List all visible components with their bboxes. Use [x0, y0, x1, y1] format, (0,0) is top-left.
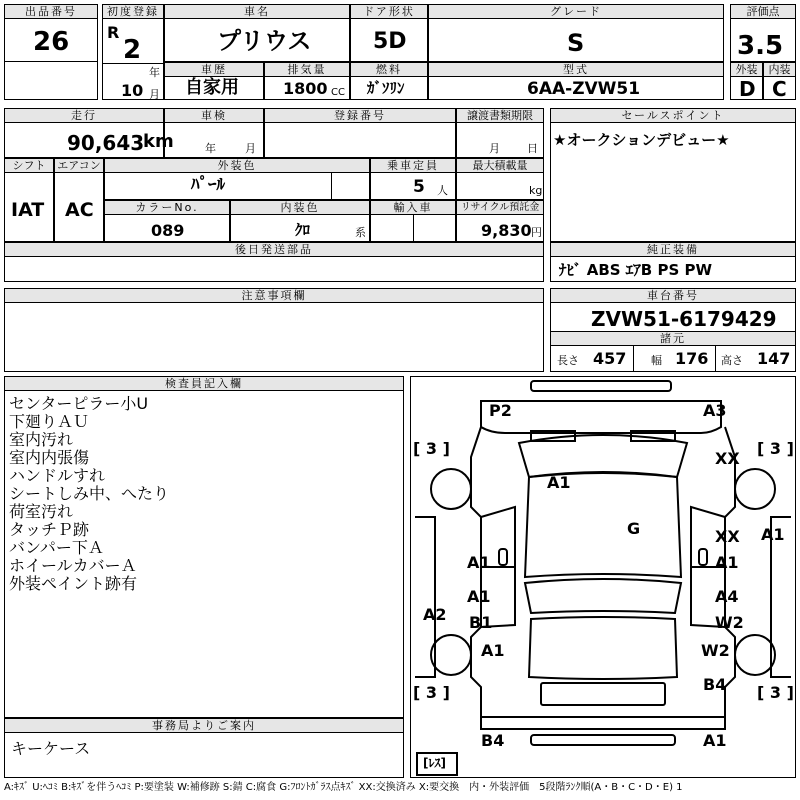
damage-a4: A4 [715, 587, 739, 606]
car-name-box [164, 4, 350, 62]
color-no-header: カラーNo. [105, 201, 229, 215]
int-grade-header: 内装 [764, 63, 795, 77]
grade: S [567, 29, 585, 57]
ext-grade-box [730, 62, 763, 100]
year-unit: 年 [149, 66, 160, 79]
inspector-box [4, 376, 404, 718]
damage-b4a: B4 [703, 675, 727, 694]
deadline-month: 月 [489, 142, 500, 155]
door-type-box [350, 4, 428, 62]
fuel: ｶﾞｿﾘﾝ [367, 79, 405, 97]
history: 自家用 [185, 77, 239, 98]
note-item: ハンドルすれ [9, 466, 106, 485]
car-diagram [410, 376, 796, 778]
score: 3.5 [737, 31, 784, 61]
mileage-box [4, 108, 174, 158]
interior-grade: C [772, 77, 787, 101]
note-item: センターピラー小U [9, 394, 149, 413]
note-item: ホイールカバーＡ [9, 556, 137, 575]
color-no-box [104, 200, 230, 242]
first-reg-year: 2 [123, 35, 142, 65]
note-item: 外装ペイント跡有 [9, 574, 138, 593]
office-box [4, 718, 404, 778]
sales-point-box [550, 108, 796, 242]
later-parts-header: 後日発送部品 [5, 243, 543, 257]
damage-a1-rear: A1 [703, 731, 727, 750]
max-load-box [456, 158, 544, 200]
note-item: タッチＰ跡 [9, 520, 90, 539]
insp-month: 月 [245, 142, 256, 155]
int-grade-box [763, 62, 796, 100]
mileage-unit: km [143, 131, 174, 152]
note-item: 室内内張傷 [9, 448, 90, 467]
specs-header: 諸元 [551, 331, 795, 346]
color-no: 089 [151, 221, 185, 240]
note-item: シートしみ中、へたり [9, 484, 170, 503]
month-unit: 月 [149, 88, 160, 101]
inspection-box [164, 108, 264, 158]
first-reg-box [102, 4, 164, 100]
height: 147 [757, 349, 791, 368]
int-color-box [230, 200, 370, 242]
ext-grade-header: 外装 [731, 63, 762, 77]
capacity: 5 [413, 177, 425, 197]
grade-box [428, 4, 724, 62]
model-header: 型式 [429, 63, 723, 77]
recycle: 9,830 [481, 221, 532, 240]
shift: IAT [11, 199, 45, 221]
grade-header: グレード [429, 5, 723, 19]
kei-unit: 系 [355, 226, 366, 239]
equipment: ﾅﾋﾞ ABS ｴｱB PS PW [559, 261, 713, 279]
deadline-header: 譲渡書類期限 [457, 109, 543, 123]
int-color: ｸﾛ [295, 221, 311, 239]
equipment-header: 純正装備 [551, 243, 795, 257]
fuel-box [350, 62, 428, 100]
sales-point: ★オークションデビュー★ [553, 131, 730, 149]
lot-no-box [4, 4, 98, 100]
note-item: バンパー下Ａ [9, 538, 104, 557]
damage-a1-ldoor: A1 [467, 553, 491, 572]
damage-xx2: XX [715, 527, 740, 546]
exterior-grade: D [739, 77, 756, 101]
damage-w2a: W2 [715, 613, 744, 632]
damage-a2: A2 [423, 605, 447, 624]
ext-color: ﾊﾟｰﾙ [191, 175, 225, 195]
damage-a1-right: A1 [761, 525, 785, 544]
tire-mark-fl: [ 3 ] [413, 439, 450, 458]
office-note: キーケース [11, 739, 91, 758]
deadline-box [456, 108, 544, 158]
width-label: 幅 [651, 354, 662, 367]
person-unit: 人 [437, 184, 448, 197]
caution-box [4, 288, 544, 372]
width: 176 [675, 349, 709, 368]
lot-no: 26 [33, 27, 70, 57]
office-header: 事務局よりご案内 [5, 719, 403, 733]
aircon-box [54, 158, 104, 242]
damage-b1: B1 [469, 613, 493, 632]
import-box [370, 200, 456, 242]
kg-unit: kg [529, 184, 543, 197]
damage-a3: A3 [703, 401, 727, 420]
damage-p2: P2 [489, 401, 512, 420]
damage-g: G [627, 519, 641, 538]
max-load-header: 最大積載量 [457, 159, 543, 173]
model: 6AA-ZVW51 [527, 79, 641, 99]
era-mark: R [107, 23, 120, 42]
damage-a1-rdoor: A1 [715, 553, 739, 572]
ext-color-box [104, 158, 370, 200]
displacement-box [264, 62, 350, 100]
spare-tire-mark: [ﾚｽ] [423, 756, 446, 770]
reg-no-box [264, 108, 456, 158]
cc-unit: CC [331, 87, 345, 98]
tire-mark-fr: [ 3 ] [757, 439, 794, 458]
inspection-header: 車検 [165, 109, 263, 123]
sales-point-header: セールスポイント [551, 109, 795, 123]
insp-year: 年 [205, 142, 216, 155]
damage-a1-lrear: A1 [467, 587, 491, 606]
fuel-header: 燃料 [351, 63, 427, 77]
door-type-header: ドア形状 [351, 5, 427, 19]
displacement: 1800 [283, 79, 328, 98]
first-reg-header: 初度登録 [103, 5, 163, 19]
lot-no-header: 出品番号 [5, 5, 97, 19]
model-box [428, 62, 724, 100]
car-outline [411, 377, 795, 777]
height-label: 高さ [721, 354, 743, 367]
capacity-header: 乗車定員 [371, 159, 455, 173]
damage-b4b: B4 [481, 731, 505, 750]
capacity-box [370, 158, 456, 200]
first-reg-month: 10 [121, 81, 144, 100]
inspector-notes [9, 395, 169, 593]
score-box [730, 4, 796, 62]
chassis-header: 車台番号 [551, 289, 795, 303]
shift-header: シフト [5, 159, 53, 173]
int-color-header: 内装色 [231, 201, 369, 215]
shift-box [4, 158, 54, 242]
caution-header: 注意事項欄 [5, 289, 543, 303]
history-box [164, 62, 264, 100]
import-header: 輸入車 [371, 201, 455, 215]
ext-color-header: 外装色 [105, 159, 369, 173]
chassis-box [550, 288, 796, 372]
damage-w2b: W2 [701, 641, 730, 660]
damage-a1-roof: A1 [547, 473, 571, 492]
inspector-header: 検査員記入欄 [5, 377, 403, 391]
displacement-header: 排気量 [265, 63, 349, 77]
recycle-header: リサイクル預託金 [457, 201, 543, 215]
note-item: 荷室汚れ [9, 502, 74, 521]
note-item: 下廻りＡＵ [9, 412, 90, 431]
length-label: 長さ [557, 354, 579, 367]
equipment-box [550, 242, 796, 282]
aircon-header: エアコン [55, 159, 103, 173]
note-item: 室内汚れ [9, 430, 74, 449]
score-header: 評価点 [731, 5, 795, 19]
yen-unit: 円 [531, 226, 542, 239]
length: 457 [593, 349, 627, 368]
mileage: 90,643 [67, 131, 145, 155]
mileage-header: 走行 [5, 109, 163, 123]
reg-no-header: 登録番号 [265, 109, 455, 123]
tire-mark-rl: [ 3 ] [413, 683, 450, 702]
chassis-no: ZVW51-6179429 [591, 307, 777, 331]
door-type: 5D [373, 29, 407, 54]
tire-mark-rr: [ 3 ] [757, 683, 794, 702]
car-name: プリウス [217, 27, 312, 55]
damage-a1-lsill: A1 [481, 641, 505, 660]
deadline-day: 日 [527, 142, 538, 155]
car-name-header: 車名 [165, 5, 349, 19]
legend: A:ｷｽﾞ U:ﾍｺﾐ B:ｷｽﾞを伴うﾍｺﾐ P:要塗装 W:補修跡 S:錆 C:腐食 G:ﾌﾛﾝﾄｶﾞﾗｽ点ｷｽﾞ XX:交換済み X:要交換 内・外装評価 5段階ﾗﾝｸ順(A・B・C・D・E) 1 [4, 782, 683, 793]
later-parts-box [4, 242, 544, 282]
damage-xx1: XX [715, 449, 740, 468]
recycle-box [456, 200, 544, 242]
aircon: AC [65, 199, 94, 221]
history-header: 車歴 [165, 63, 263, 77]
